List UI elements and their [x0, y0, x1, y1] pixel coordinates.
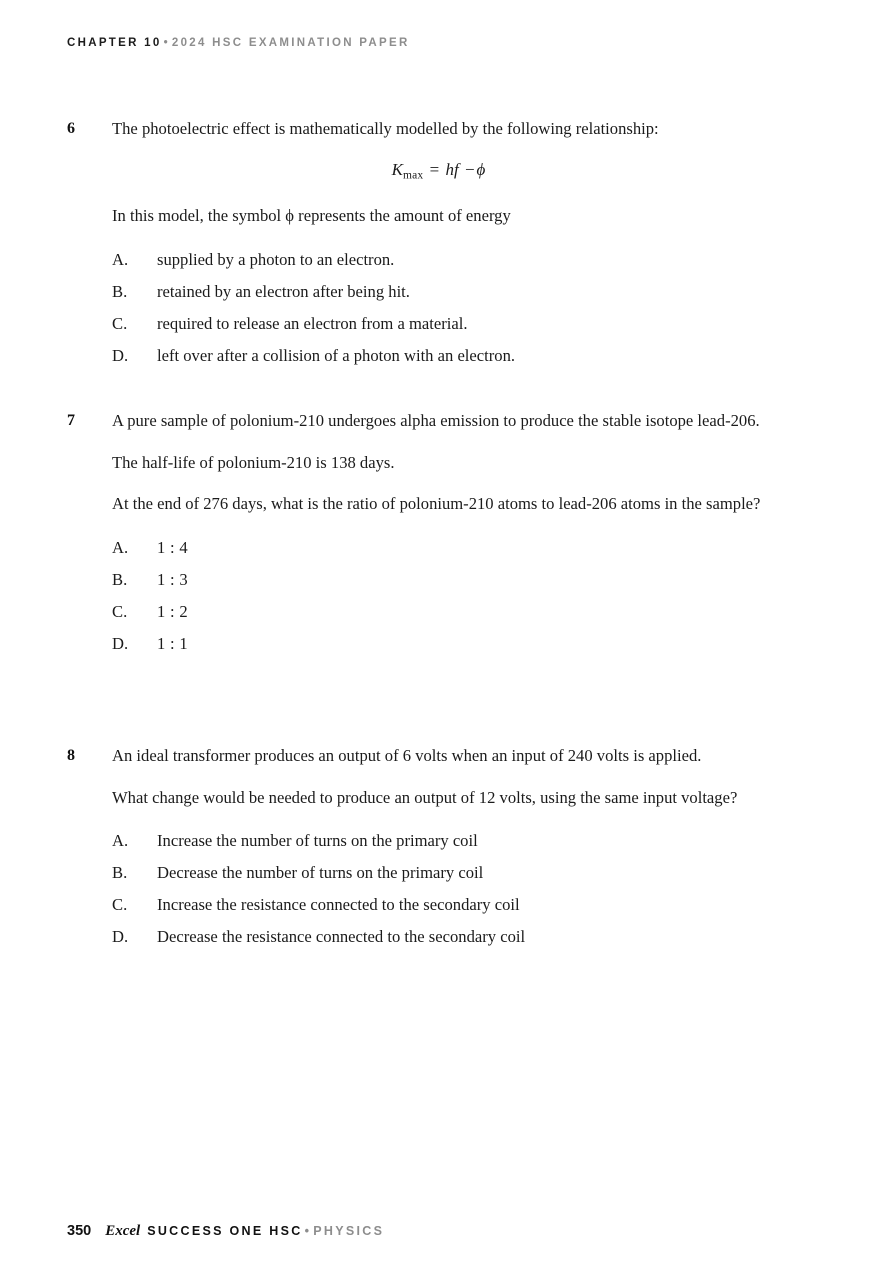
- page-number: 350: [67, 1223, 92, 1239]
- question-body: [112, 117, 765, 376]
- option-letter: D.: [112, 633, 129, 653]
- options-list: [112, 829, 765, 957]
- option-letter: A.: [112, 249, 129, 269]
- option-text: required to release an electron from a material.: [157, 313, 468, 333]
- option-c[interactable]: [112, 312, 765, 344]
- option-text: Decrease the resistance connected to the secondary coil: [157, 927, 526, 946]
- option-text: left over after a collision of a photon with an electron.: [157, 345, 516, 365]
- formula-rhs-terms: hf: [445, 159, 459, 179]
- question-stem: A pure sample of polonium-210 undergoes alpha emission to produce the stable isotope lead-206.: [112, 411, 760, 430]
- running-head-subject: 2024 HSC EXAMINATION PAPER: [171, 37, 410, 49]
- option-d[interactable]: [112, 925, 765, 957]
- question-8: [67, 744, 777, 957]
- option-c[interactable]: [112, 893, 765, 925]
- question-stem-continued: In this model, the symbol ϕ represents the amount of energy: [112, 206, 511, 226]
- question-number: 6: [67, 120, 75, 137]
- option-b[interactable]: [112, 568, 765, 600]
- question-prompt: At the end of 276 days, what is the ratio of polonium-210 atoms to lead-206 atoms in the sample?: [112, 494, 761, 513]
- question-body: [112, 744, 765, 957]
- question-number: 8: [67, 747, 75, 764]
- formula-lhs-symbol: K: [391, 159, 403, 179]
- footer-brand: Excel: [105, 1223, 141, 1239]
- option-letter: D.: [112, 345, 129, 365]
- question-body: [112, 409, 765, 664]
- option-b[interactable]: [112, 280, 765, 312]
- option-c[interactable]: [112, 600, 765, 632]
- option-b[interactable]: [112, 861, 765, 893]
- question-info-halflife: The half-life of polonium-210 is 138 days.: [112, 452, 395, 472]
- option-text: supplied by a photon to an electron.: [157, 249, 395, 269]
- option-a[interactable]: [112, 829, 765, 861]
- option-text: 1 : 3: [157, 569, 189, 589]
- option-d[interactable]: [112, 344, 765, 376]
- option-letter: A.: [112, 537, 129, 557]
- running-head: [67, 38, 410, 50]
- option-text: 1 : 2: [157, 601, 189, 621]
- option-text: Increase the resistance connected to the secondary coil: [157, 895, 520, 914]
- running-head-chapter: CHAPTER 10: [67, 37, 162, 49]
- option-letter: D.: [112, 927, 129, 946]
- question-6: [67, 117, 777, 376]
- question-number: 7: [67, 412, 75, 429]
- question-prompt: What change would be needed to produce an output of 12 volts, using the same input voltage?: [112, 787, 738, 807]
- option-letter: A.: [112, 831, 129, 850]
- footer-series: SUCCESS ONE HSC: [147, 1224, 303, 1238]
- option-a[interactable]: [112, 248, 765, 280]
- option-text: 1 : 1: [157, 633, 189, 653]
- running-head-separator: •: [163, 37, 170, 49]
- option-letter: C.: [112, 601, 128, 621]
- option-letter: B.: [112, 569, 128, 589]
- formula-lhs-subscript: max: [402, 169, 424, 182]
- question-7: [67, 409, 777, 664]
- option-text: retained by an electron after being hit.: [157, 281, 410, 301]
- formula-minus: −: [464, 159, 475, 179]
- page-footer: [67, 1224, 384, 1239]
- option-letter: B.: [112, 863, 128, 882]
- options-list: [112, 536, 765, 664]
- option-letter: B.: [112, 281, 128, 301]
- question-stem: An ideal transformer produces an output of 6 volts when an input of 240 volts is applied.: [112, 746, 702, 765]
- option-letter: C.: [112, 313, 128, 333]
- question-stem: The photoelectric effect is mathematically modelled by the following relationship:: [112, 119, 659, 138]
- option-text: Increase the number of turns on the primary coil: [157, 831, 478, 850]
- option-text: 1 : 4: [157, 537, 189, 557]
- option-a[interactable]: [112, 536, 765, 568]
- option-letter: C.: [112, 895, 128, 914]
- option-d[interactable]: [112, 632, 765, 664]
- formula-photoelectric: [112, 158, 765, 188]
- formula-phi-symbol: ϕ: [476, 159, 486, 179]
- options-list: [112, 248, 765, 376]
- footer-separator: •: [304, 1224, 312, 1238]
- option-text: Decrease the number of turns on the primary coil: [157, 863, 484, 882]
- footer-subject: PHYSICS: [313, 1224, 385, 1238]
- formula-equals: =: [429, 159, 440, 179]
